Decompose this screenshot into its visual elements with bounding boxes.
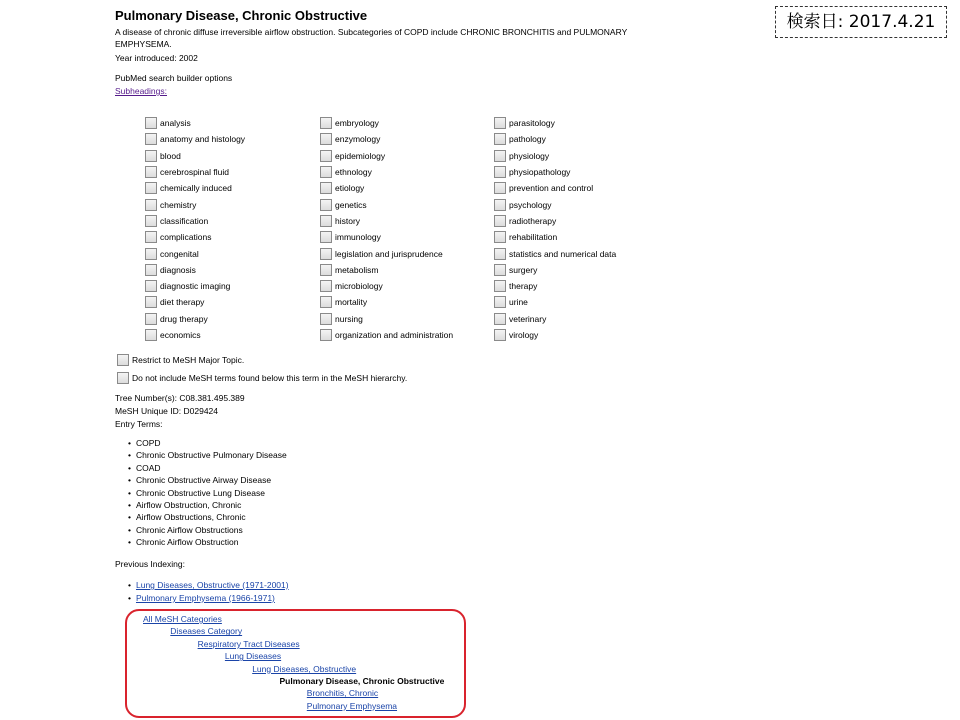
subheading-label: statistics and numerical data <box>509 248 617 259</box>
previous-indexing-item <box>128 579 289 592</box>
subheading-option <box>320 164 453 180</box>
subheading-checkbox[interactable] <box>145 248 157 260</box>
subheading-label: anatomy and histology <box>160 134 246 145</box>
subheading-label: psychology <box>509 199 552 210</box>
subheading-label: radiotherapy <box>509 215 557 226</box>
subheading-checkbox[interactable] <box>494 329 506 341</box>
subheading-option <box>494 229 616 245</box>
subheading-checkbox[interactable] <box>494 117 506 129</box>
subheading-label: classification <box>160 215 209 226</box>
subheading-checkbox[interactable] <box>494 231 506 243</box>
subheading-option <box>320 196 453 212</box>
subheading-checkbox[interactable] <box>145 280 157 292</box>
subheading-checkbox[interactable] <box>494 313 506 325</box>
subheading-checkbox[interactable] <box>494 248 506 260</box>
subheading-label: epidemiology <box>335 150 386 161</box>
subheading-label: physiology <box>509 150 550 161</box>
previous-indexing-link[interactable]: Pulmonary Emphysema (1966-1971) <box>135 593 275 603</box>
previous-indexing-link[interactable]: Lung Diseases, Obstructive (1971-2001) <box>135 580 289 590</box>
subheading-label: ethnology <box>335 167 372 178</box>
subheading-option <box>494 245 616 261</box>
major-topic-option <box>117 352 244 368</box>
subheading-checkbox[interactable] <box>145 150 157 162</box>
hierarchy-link[interactable]: Diseases Category <box>170 626 243 637</box>
entry-term: • COPD <box>128 437 287 449</box>
subheading-option <box>320 229 453 245</box>
subheading-label: mortality <box>335 297 368 308</box>
subheading-checkbox[interactable] <box>494 150 506 162</box>
subheading-label: veterinary <box>509 313 547 324</box>
major-topic-checkbox[interactable] <box>117 354 129 366</box>
subheading-checkbox[interactable] <box>145 117 157 129</box>
subheading-checkbox[interactable] <box>494 133 506 145</box>
subheading-option <box>320 327 453 343</box>
subheadings-link[interactable]: Subheadings: <box>115 86 167 96</box>
subheading-option <box>145 213 245 229</box>
subheading-option <box>145 180 245 196</box>
subheading-label: nursing <box>335 313 363 324</box>
subheading-checkbox[interactable] <box>145 296 157 308</box>
subheading-option <box>320 180 453 196</box>
subheading-option <box>320 262 453 278</box>
subheading-label: prevention and control <box>509 183 594 194</box>
subheading-label: history <box>335 215 361 226</box>
subheadings-column-2 <box>320 115 453 343</box>
subheading-label: physiopathology <box>509 167 571 178</box>
subheading-checkbox[interactable] <box>320 150 332 162</box>
subheading-label: therapy <box>509 281 538 292</box>
subheading-checkbox[interactable] <box>320 264 332 276</box>
subheading-label: complications <box>160 232 212 243</box>
subheading-option <box>320 213 453 229</box>
hierarchy-link[interactable]: Lung Diseases <box>224 651 282 662</box>
subheading-option <box>145 196 245 212</box>
subheading-label: diagnosis <box>160 264 196 275</box>
term-description: A disease of chronic diffuse irreversible airflow obstruction. Subcategories of COPD include CHRONIC BRONCHITIS and PULMONARY EMPHYSEMA. <box>115 27 628 49</box>
subheading-label: etiology <box>335 183 365 194</box>
previous-indexing-heading: Previous Indexing: <box>115 559 185 569</box>
subheading-option <box>145 262 245 278</box>
subheading-option <box>145 115 245 131</box>
subheading-checkbox[interactable] <box>320 329 332 341</box>
subheading-option <box>320 311 453 327</box>
subheading-option <box>494 180 616 196</box>
subheading-checkbox[interactable] <box>145 166 157 178</box>
subheading-option <box>320 294 453 310</box>
major-topic-label: Restrict to MeSH Major Topic. <box>132 355 245 366</box>
subheading-option <box>494 327 616 343</box>
subheading-checkbox[interactable] <box>320 182 332 194</box>
subheading-checkbox[interactable] <box>494 280 506 292</box>
subheading-label: embryology <box>335 118 379 129</box>
subheading-label: parasitology <box>509 118 555 129</box>
subheading-option <box>494 148 616 164</box>
subheading-checkbox[interactable] <box>145 133 157 145</box>
subheading-label: blood <box>160 150 181 161</box>
subheading-label: economics <box>160 330 201 340</box>
subheading-option <box>145 245 245 261</box>
subheading-option <box>145 278 245 294</box>
subheading-label: rehabilitation <box>509 232 558 243</box>
subheading-option <box>494 262 616 278</box>
subheading-checkbox[interactable] <box>494 166 506 178</box>
mesh-unique-id: MeSH Unique ID: D029424 <box>115 406 219 416</box>
subheading-option <box>320 148 453 164</box>
subheading-option <box>494 131 616 147</box>
year-introduced: Year introduced: 2002 <box>115 53 198 63</box>
hierarchy-current-term: Pulmonary Disease, Chronic Obstructive <box>279 676 445 686</box>
subheading-option <box>145 311 245 327</box>
subheading-checkbox[interactable] <box>320 215 332 227</box>
no-explode-label: Do not include MeSH terms found below this term in the MeSH hierarchy. <box>132 373 408 384</box>
subheading-checkbox[interactable] <box>320 117 332 129</box>
subheading-option <box>320 278 453 294</box>
subheadings-column-3 <box>494 115 616 343</box>
subheading-checkbox[interactable] <box>320 248 332 260</box>
subheading-checkbox[interactable] <box>494 296 506 308</box>
subheading-label: genetics <box>335 199 367 210</box>
subheading-option <box>320 115 453 131</box>
subheading-checkbox[interactable] <box>320 296 332 308</box>
previous-indexing-list <box>128 579 289 605</box>
search-date-box: 検索日: 2017.4.21 <box>775 6 947 38</box>
subheading-checkbox[interactable] <box>494 182 506 194</box>
subheading-label: virology <box>509 330 539 340</box>
subheadings-column-1 <box>145 115 245 343</box>
subheading-option <box>494 213 616 229</box>
subheading-label: pathology <box>509 134 546 145</box>
subheading-label: congenital <box>160 248 199 259</box>
entry-term: • Chronic Airflow Obstructions <box>128 524 287 536</box>
subheading-label: chemistry <box>160 199 197 210</box>
subheading-checkbox[interactable] <box>320 313 332 325</box>
subheading-option <box>145 229 245 245</box>
hierarchy-link[interactable]: All MeSH Categories <box>143 614 222 624</box>
subheading-option <box>494 294 616 310</box>
subheading-option <box>145 164 245 180</box>
subheading-label: surgery <box>509 264 538 275</box>
subheading-option <box>320 131 453 147</box>
subheading-label: urine <box>509 297 528 308</box>
subheading-checkbox[interactable] <box>320 199 332 211</box>
entry-term: • Chronic Obstructive Airway Disease <box>128 474 287 486</box>
entry-term: • Chronic Obstructive Lung Disease <box>128 487 287 499</box>
subheading-option <box>494 278 616 294</box>
subheading-checkbox[interactable] <box>145 313 157 325</box>
no-explode-checkbox[interactable] <box>117 372 129 384</box>
subheading-checkbox[interactable] <box>145 215 157 227</box>
entry-term: • Chronic Obstructive Pulmonary Disease <box>128 449 287 461</box>
subheading-label: drug therapy <box>160 313 208 324</box>
subheading-option <box>320 245 453 261</box>
subheading-checkbox[interactable] <box>320 166 332 178</box>
subheading-label: microbiology <box>335 281 383 292</box>
subheading-label: diagnostic imaging <box>160 281 231 292</box>
subheading-checkbox[interactable] <box>494 215 506 227</box>
subheading-label: legislation and jurisprudence <box>335 248 443 259</box>
subheading-label: metabolism <box>335 264 379 275</box>
subheading-option <box>145 327 245 343</box>
hierarchy-link[interactable]: Respiratory Tract Diseases <box>197 638 300 649</box>
previous-indexing-item <box>128 592 289 605</box>
subheading-checkbox[interactable] <box>145 199 157 211</box>
subheading-label: cerebrospinal fluid <box>160 167 229 178</box>
entry-term: • Airflow Obstructions, Chronic <box>128 511 287 523</box>
entry-terms-heading: Entry Terms: <box>115 419 163 429</box>
no-explode-option <box>117 370 407 386</box>
subheading-checkbox[interactable] <box>494 199 506 211</box>
subheading-label: chemically induced <box>160 183 232 194</box>
subheading-option <box>494 164 616 180</box>
tree-number: Tree Number(s): C08.381.495.389 <box>115 393 245 403</box>
subheading-label: analysis <box>160 118 191 129</box>
page-title: Pulmonary Disease, Chronic Obstructive <box>115 8 368 23</box>
subheading-checkbox[interactable] <box>145 329 157 341</box>
subheading-checkbox[interactable] <box>145 182 157 194</box>
subheading-option <box>494 115 616 131</box>
pubmed-builder-label: PubMed search builder options <box>115 73 233 83</box>
entry-terms-list <box>128 437 287 549</box>
subheading-checkbox[interactable] <box>320 280 332 292</box>
entry-term: • Chronic Airflow Obstruction <box>128 536 287 548</box>
subheading-label: diet therapy <box>160 297 205 308</box>
hierarchy-link[interactable]: Bronchitis, Chronic <box>306 688 379 699</box>
subheading-checkbox[interactable] <box>494 264 506 276</box>
entry-term: • COAD <box>128 462 287 474</box>
subheading-option <box>145 148 245 164</box>
subheading-checkbox[interactable] <box>320 231 332 243</box>
entry-term: • Airflow Obstruction, Chronic <box>128 499 287 511</box>
subheading-checkbox[interactable] <box>145 231 157 243</box>
subheading-option <box>145 294 245 310</box>
hierarchy-link[interactable]: Pulmonary Emphysema <box>306 700 398 711</box>
subheading-label: enzymology <box>335 134 381 145</box>
hierarchy-link[interactable]: Lung Diseases, Obstructive <box>252 663 357 674</box>
subheading-option <box>145 131 245 147</box>
subheading-option <box>494 196 616 212</box>
subheading-checkbox[interactable] <box>320 133 332 145</box>
subheading-label: organization and administration <box>335 330 454 340</box>
subheading-checkbox[interactable] <box>145 264 157 276</box>
subheading-option <box>494 311 616 327</box>
subheading-label: immunology <box>335 232 381 243</box>
